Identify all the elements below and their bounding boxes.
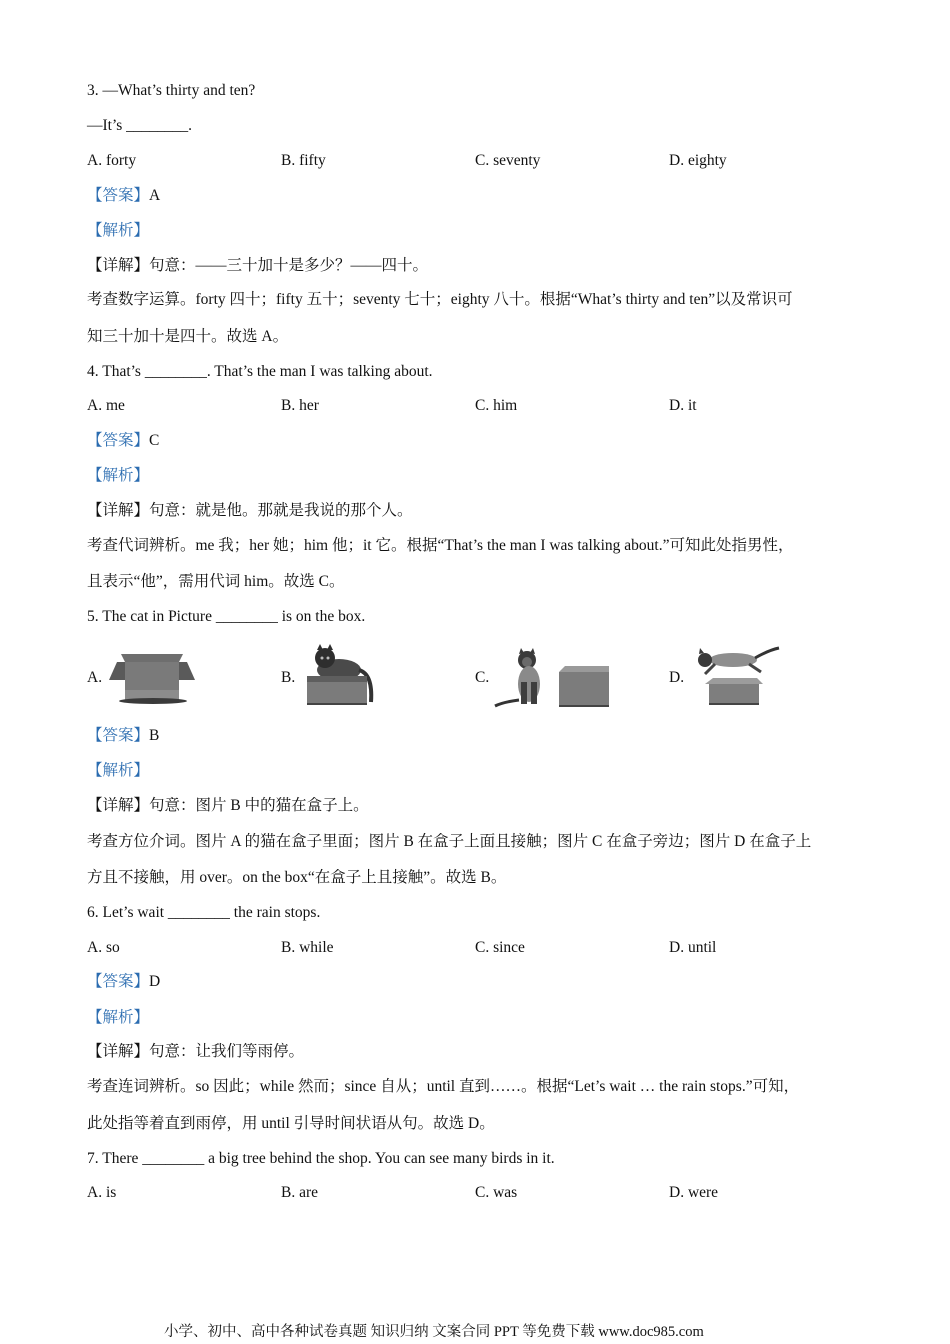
answer-label: 【答案】 bbox=[87, 727, 150, 744]
q6-answer bbox=[87, 972, 160, 992]
answer-label: 【答案】 bbox=[87, 432, 150, 449]
q3-explain-2: 知三十加十是四十。故选 A。 bbox=[87, 328, 289, 345]
q7-option-b: B. are bbox=[281, 1184, 319, 1201]
answer-value: A bbox=[149, 187, 161, 204]
q4-detail: 【详解】句意：就是他。那就是我说的那个人。 bbox=[87, 502, 413, 519]
cat-over-box-picture bbox=[691, 644, 783, 706]
q5-analysis-label: 【解析】 bbox=[87, 762, 150, 779]
q3-option-c: C. seventy bbox=[475, 152, 541, 169]
q7-option-a: A. is bbox=[87, 1184, 117, 1201]
answer-label: 【答案】 bbox=[87, 973, 150, 990]
q6-option-a: A. so bbox=[87, 939, 120, 956]
answer-value: B bbox=[149, 727, 160, 744]
q6-explain-2: 此处指等着直到雨停，用 until 引导时间状语从句。故选 D。 bbox=[87, 1115, 495, 1132]
cat-in-box-picture bbox=[107, 652, 199, 706]
q3-explain-1: 考查数字运算。forty 四十；fifty 五十；seventy 七十；eighty 八十。根据“What’s thirty and ten”以及常识可 bbox=[87, 291, 793, 308]
q7-option-c: C. was bbox=[475, 1184, 518, 1201]
q6-option-d: D. until bbox=[669, 939, 717, 956]
q3-options bbox=[87, 151, 887, 171]
answer-label: 【答案】 bbox=[87, 187, 150, 204]
q5-option-c: C. bbox=[475, 669, 490, 686]
q3-option-d: D. eighty bbox=[669, 152, 727, 169]
q6-option-c: C. since bbox=[475, 939, 525, 956]
q3-question: 3. —What’s thirty and ten? bbox=[87, 82, 256, 99]
q3-answer bbox=[87, 186, 160, 206]
answer-value: C bbox=[149, 432, 160, 449]
q5-option-a: A. bbox=[87, 669, 103, 686]
q4-option-d: D. it bbox=[669, 397, 697, 414]
q4-answer bbox=[87, 431, 159, 451]
q3-answer-line: —It’s ________. bbox=[87, 117, 193, 134]
q6-analysis-label: 【解析】 bbox=[87, 1009, 150, 1026]
q7-option-d: D. were bbox=[669, 1184, 719, 1201]
answer-value: D bbox=[149, 973, 161, 990]
q6-option-b: B. while bbox=[281, 939, 334, 956]
page-footer: 小学、初中、高中各种试卷真题 知识归纳 文案合同 PPT 等免费下载 www.doc985.com bbox=[164, 1324, 704, 1340]
q4-option-c: C. him bbox=[475, 397, 518, 414]
q6-options bbox=[87, 938, 887, 958]
q5-answer bbox=[87, 726, 159, 746]
q6-detail: 【详解】句意：让我们等雨停。 bbox=[87, 1043, 305, 1060]
q3-detail: 【详解】句意：——三十加十是多少？——四十。 bbox=[87, 257, 429, 274]
q4-explain-2: 且表示“他”，需用代词 him。故选 C。 bbox=[87, 573, 345, 590]
q5-option-b: B. bbox=[281, 669, 296, 686]
cat-beside-box-picture bbox=[493, 648, 611, 708]
q4-analysis-label: 【解析】 bbox=[87, 467, 150, 484]
q5-question: 5. The cat in Picture ________ is on the box. bbox=[87, 608, 366, 625]
q3-option-b: B. fifty bbox=[281, 152, 326, 169]
q7-options bbox=[87, 1183, 887, 1203]
q3-analysis-label: 【解析】 bbox=[87, 222, 150, 239]
q5-option-d: D. bbox=[669, 669, 685, 686]
q5-picture-options bbox=[87, 644, 887, 710]
q4-option-b: B. her bbox=[281, 397, 319, 414]
q5-explain-1: 考查方位介词。图片 A 的猫在盒子里面；图片 B 在盒子上面且接触；图片 C 在盒子旁边；图片 D 在盒子上 bbox=[87, 833, 812, 850]
q4-explain-1: 考查代词辨析。me 我；her 她；him 他；it 它。根据“That’s the man I was talking about.”可知此处指男性， bbox=[87, 537, 794, 554]
cat-on-box-picture bbox=[301, 644, 387, 708]
q7-question: 7. There ________ a big tree behind the shop. You can see many birds in it. bbox=[87, 1150, 555, 1167]
q4-question: 4. That’s ________. That’s the man I was talking about. bbox=[87, 363, 433, 380]
q4-option-a: A. me bbox=[87, 397, 125, 414]
q6-explain-1: 考查连词辨析。so 因此；while 然而；since 自从；until 直到……。根据“Let’s wait … the rain stops.”可知， bbox=[87, 1078, 800, 1095]
q3-option-a: A. forty bbox=[87, 152, 137, 169]
q5-detail: 【详解】句意：图片 B 中的猫在盒子上。 bbox=[87, 797, 369, 814]
q4-options bbox=[87, 396, 887, 416]
q5-explain-2: 方且不接触，用 over。on the box“在盒子上且接触”。故选 B。 bbox=[87, 869, 507, 886]
q6-question: 6. Let’s wait ________ the rain stops. bbox=[87, 904, 321, 921]
